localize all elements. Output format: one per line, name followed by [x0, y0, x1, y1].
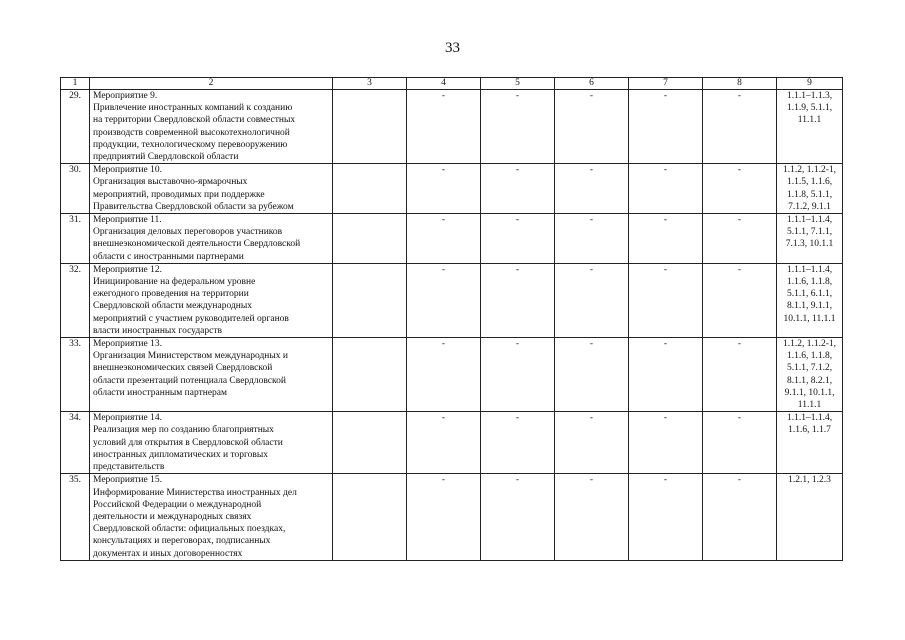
target-codes-cell — [777, 263, 843, 337]
target-codes: 1.2.1, 1.2.3 — [788, 475, 831, 486]
row-number: 32. — [61, 263, 90, 337]
target-codes-cell — [777, 90, 843, 164]
col-6-cell: - — [555, 214, 629, 264]
col-8-cell: - — [703, 474, 777, 560]
column-header: 4 — [407, 78, 481, 90]
column-header: 2 — [90, 78, 333, 90]
table-row — [61, 474, 843, 560]
activity-cell — [90, 412, 333, 474]
col-5-cell: - — [481, 214, 555, 264]
target-codes-cell — [777, 412, 843, 474]
col-6-cell: - — [555, 263, 629, 337]
col-3-cell — [333, 90, 407, 164]
activity-cell — [90, 338, 333, 412]
table-row — [61, 338, 843, 412]
column-header: 5 — [481, 78, 555, 90]
col-5-cell: - — [481, 338, 555, 412]
activities-table — [60, 77, 843, 561]
activity-description: Инициирование на федеральном уровне ежегодного проведения на территории Свердловской области международных мероприятий с участием руководителей органов власти иностранных государств — [93, 277, 289, 336]
col-6-cell: - — [555, 90, 629, 164]
row-number: 31. — [61, 214, 90, 264]
target-codes-cell — [777, 214, 843, 264]
column-header: 6 — [555, 78, 629, 90]
table-row — [61, 164, 843, 214]
col-6-cell: - — [555, 164, 629, 214]
table-row — [61, 214, 843, 264]
column-header: 8 — [703, 78, 777, 90]
activity-heading: Мероприятие 13. — [93, 339, 163, 350]
col-8-cell: - — [703, 263, 777, 337]
col-3-cell — [333, 164, 407, 214]
row-number: 33. — [61, 338, 90, 412]
target-codes-cell — [777, 338, 843, 412]
col-3-cell — [333, 263, 407, 337]
activity-heading: Мероприятие 15. — [93, 475, 163, 486]
column-header: 9 — [777, 78, 843, 90]
col-7-cell: - — [629, 474, 703, 560]
col-4-cell: - — [407, 412, 481, 474]
col-7-cell: - — [629, 90, 703, 164]
col-5-cell: - — [481, 474, 555, 560]
activity-heading: Мероприятие 14. — [93, 413, 163, 424]
col-5-cell: - — [481, 412, 555, 474]
col-4-cell: - — [407, 263, 481, 337]
target-codes: 1.1.2, 1.1.2-1, 1.1.5, 1.1.6, 1.1.8, 5.1.1, 7.1.2, 9.1.1 — [782, 165, 837, 212]
activity-heading: Мероприятие 10. — [93, 165, 163, 176]
column-header: 3 — [333, 78, 407, 90]
target-codes: 1.1.1–1.1.3, 1.1.9, 5.1.1, 11.1.1 — [786, 91, 833, 126]
table-row — [61, 90, 843, 164]
col-7-cell: - — [629, 164, 703, 214]
col-5-cell: - — [481, 90, 555, 164]
activity-cell — [90, 263, 333, 337]
table-row — [61, 263, 843, 337]
activity-cell — [90, 164, 333, 214]
activity-description: Организация деловых переговоров участников внешнеэкономической деятельности Свердловской области с иностранными партнерами — [93, 227, 301, 262]
target-codes: 1.1.2, 1.1.2-1, 1.1.6, 1.1.8, 5.1.1, 7.1.2, 8.1.1, 8.2.1, 9.1.1, 10.1.1, 11.1.1 — [782, 339, 837, 411]
col-5-cell: - — [481, 164, 555, 214]
col-8-cell: - — [703, 214, 777, 264]
col-8-cell: - — [703, 90, 777, 164]
col-6-cell: - — [555, 338, 629, 412]
target-codes: 1.1.1–1.1.4, 5.1.1, 7.1.1, 7.1.3, 10.1.1 — [785, 215, 834, 250]
column-header: 1 — [61, 78, 90, 90]
row-number: 29. — [61, 90, 90, 164]
col-3-cell — [333, 338, 407, 412]
col-7-cell: - — [629, 214, 703, 264]
activity-cell — [90, 90, 333, 164]
activity-description: Реализация мер по созданию благоприятных условий для открытия в Свердловской области иностранных дипломатических и торговых представительств — [93, 425, 283, 473]
target-codes: 1.1.1–1.1.4, 1.1.6, 1.1.7 — [786, 413, 833, 436]
target-codes-cell — [777, 164, 843, 214]
page-number: 33 — [445, 40, 460, 56]
column-header: 7 — [629, 78, 703, 90]
col-6-cell: - — [555, 412, 629, 474]
col-3-cell — [333, 412, 407, 474]
header-row — [61, 78, 843, 90]
col-4-cell: - — [407, 214, 481, 264]
col-4-cell: - — [407, 90, 481, 164]
activity-description: Организация выставочно-ярмарочных мероприятий, проводимых при поддержке Правительства Свердловской области за рубежом — [93, 177, 294, 212]
activity-description: Информирование Министерства иностранных дел Российской Федерации о международной деятельности и международных связях Свердловской области: официальных поездках, консультациях и переговорах, подписанных документах и иных договоренностях — [93, 487, 297, 559]
col-4-cell: - — [407, 338, 481, 412]
target-codes-cell — [777, 474, 843, 560]
col-8-cell: - — [703, 412, 777, 474]
col-3-cell — [333, 474, 407, 560]
col-7-cell: - — [629, 263, 703, 337]
col-4-cell: - — [407, 474, 481, 560]
activity-cell — [90, 214, 333, 264]
activity-heading: Мероприятие 12. — [93, 264, 163, 275]
col-8-cell: - — [703, 164, 777, 214]
col-7-cell: - — [629, 338, 703, 412]
target-codes: 1.1.1–1.1.4, 1.1.6, 1.1.8, 5.1.1, 6.1.1, 8.1.1, 9.1.1, 10.1.1, 11.1.1 — [783, 264, 836, 324]
activity-heading: Мероприятие 11. — [93, 215, 162, 226]
activity-cell — [90, 474, 333, 560]
col-5-cell: - — [481, 263, 555, 337]
col-8-cell: - — [703, 338, 777, 412]
activity-description: Привлечение иностранных компаний к созданию на территории Свердловской области совместных производств современной высокотехнологичной продукции, технологическому перевооружению предприятий Свердловской области — [93, 103, 296, 163]
col-3-cell — [333, 214, 407, 264]
col-4-cell: - — [407, 164, 481, 214]
row-number: 30. — [61, 164, 90, 214]
row-number: 34. — [61, 412, 90, 474]
col-7-cell: - — [629, 412, 703, 474]
table-row — [61, 412, 843, 474]
col-6-cell: - — [555, 474, 629, 560]
row-number: 35. — [61, 474, 90, 560]
activity-heading: Мероприятие 9. — [93, 91, 158, 101]
activity-description: Организация Министерством международных и внешнеэкономических связей Свердловской области презентаций потенциала Свердловской области иностранным партнерам — [93, 351, 288, 398]
